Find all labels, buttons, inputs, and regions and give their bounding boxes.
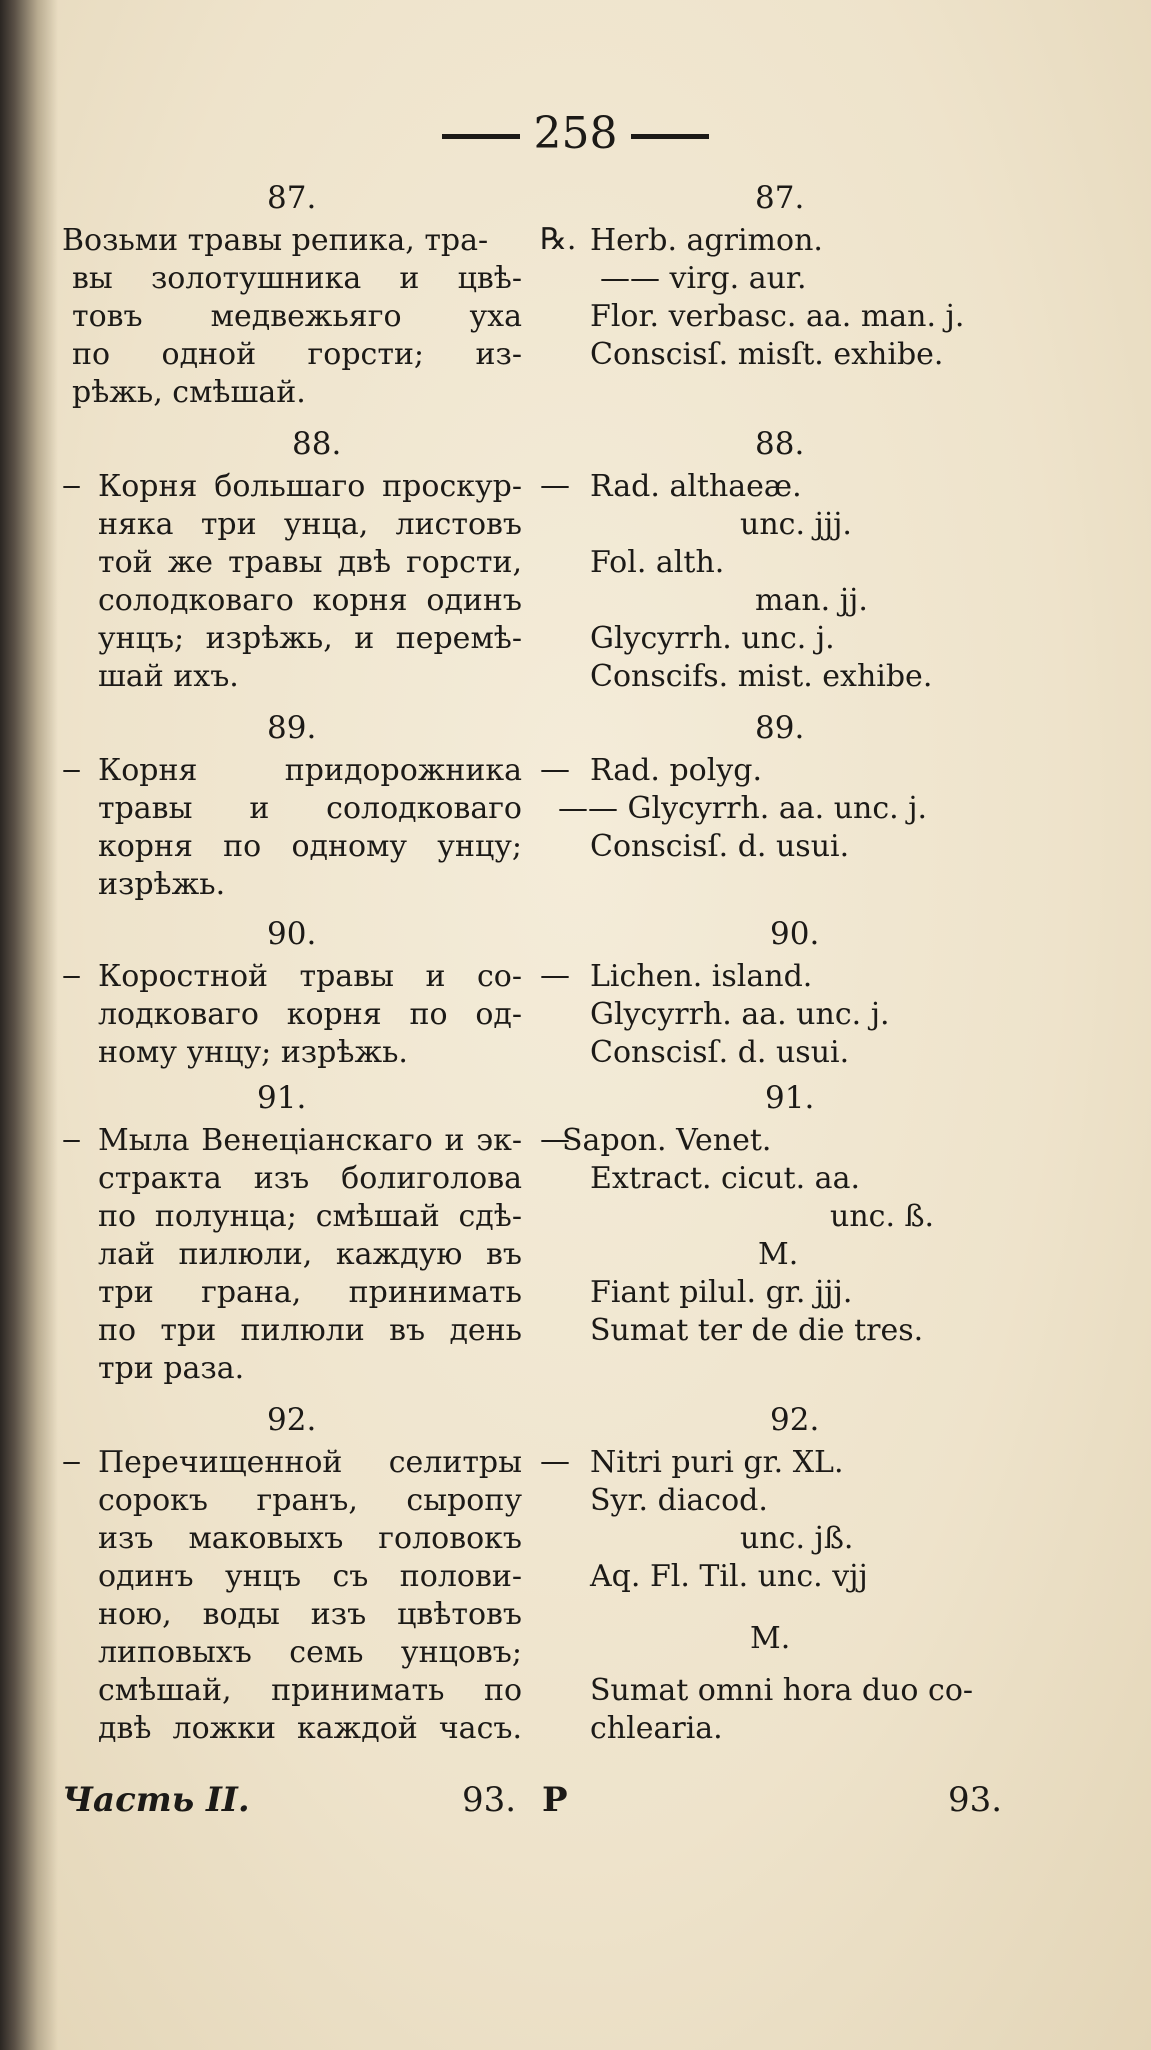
text-line: унцъ; изрѣжь, и перемѣ- [98, 621, 522, 656]
text-line: няка три унца, листовъ [98, 507, 522, 542]
text-line: товъ медвежьяго уха [72, 299, 522, 334]
text-line: изрѣжь. [98, 867, 226, 902]
text-line: ному унцу; изрѣжь. [98, 1035, 408, 1070]
text-line: по одной горсти; из- [72, 337, 522, 372]
text-line: Rad. polyg. [590, 753, 762, 788]
text-line: Sapon. Venet. [562, 1123, 772, 1158]
text-line: Nitri puri gr. XL. [590, 1445, 844, 1480]
text-line: корня по одному унцу; [98, 829, 522, 864]
text-line: Sumat omni hora duo co- [590, 1673, 974, 1708]
text-line: три грана, принимать [98, 1275, 522, 1310]
recipe-number: 91. [765, 1080, 815, 1116]
footer-catchword-latin: 93. [948, 1780, 1003, 1820]
text-line: одинъ унцъ съ полови- [98, 1559, 522, 1594]
bullet-mark: ‒ [62, 958, 82, 993]
bullet-mark: — [540, 958, 570, 993]
recipe-number: 87. [267, 180, 317, 216]
text-line: травы и солодковаго [98, 791, 522, 826]
text-line: Extract. cicut. aa. [590, 1161, 860, 1196]
text-line: Herb. agrimon. [590, 223, 823, 258]
text-line: Корня большаго проскур- [98, 469, 522, 504]
recipe-number: 87. [755, 180, 805, 216]
text-line: unc. jß. [740, 1521, 854, 1556]
text-line: шай ихъ. [98, 659, 239, 694]
text-line: рѣжь, смѣшай. [72, 375, 306, 410]
text-line: Fiant pilul. gr. jjj. [590, 1275, 853, 1310]
bullet-mark: — [540, 1122, 570, 1157]
text-line: Glycyrrh. aa. unc. j. [590, 997, 890, 1032]
text-line: —— virg. aur. [600, 261, 807, 296]
text-line: chlearia. [590, 1711, 723, 1746]
text-line: man. jj. [755, 583, 868, 618]
text-line: Корня придорожника [98, 753, 522, 788]
text-line: Fol. alth. [590, 545, 725, 580]
text-line: Rad. althaeæ. [590, 469, 802, 504]
text-line: unc. ß. [830, 1199, 935, 1234]
recipe-number: 88. [755, 426, 805, 462]
recipe-number: 90. [267, 916, 317, 952]
recipe-number: 88. [292, 426, 342, 462]
book-spine-shadow [0, 0, 58, 2050]
page-header [0, 108, 1151, 159]
text-line: Мыла Венеціанскаго и эк- [98, 1123, 522, 1158]
footer-signature-mark: P [542, 1780, 568, 1820]
recipe-number: 92. [770, 1402, 820, 1438]
text-line: той же травы двѣ горсти, [98, 545, 522, 580]
recipe-number: 91. [257, 1080, 307, 1116]
text-line: изъ маковыхъ головокъ [98, 1521, 522, 1556]
text-line: стракта изъ болиголова [98, 1161, 522, 1196]
text-line: лодковаго корня по од- [98, 997, 522, 1032]
text-line: лай пилюли, каждую въ [98, 1237, 522, 1272]
text-line: двѣ ложки каждой часъ. [98, 1711, 522, 1746]
text-line: Lichen. island. [590, 959, 813, 994]
recipe-number: 92. [267, 1402, 317, 1438]
recipe-symbol: ℞. [540, 222, 577, 257]
text-line: M. [758, 1237, 799, 1272]
text-line: по полунца; смѣшай сдѣ- [98, 1199, 522, 1234]
text-line: Conscisſ. d. usui. [590, 1035, 850, 1070]
text-line: три раза. [98, 1351, 245, 1386]
bullet-mark: — [540, 468, 570, 503]
header-dash-right [631, 134, 709, 139]
page-number: 258 [533, 108, 618, 159]
bullet-mark: ‒ [62, 468, 82, 503]
recipe-number: 90. [770, 916, 820, 952]
text-line: M. [750, 1621, 791, 1656]
header-dash-left [442, 134, 520, 139]
text-line: липовыхъ семь унцовъ; [98, 1635, 522, 1670]
text-line: Aq. Fl. Til. unc. vjj [590, 1559, 868, 1594]
bullet-mark: — [540, 752, 570, 787]
text-line: Glycyrrh. unc. j. [590, 621, 835, 656]
text-line: по три пилюли въ день [98, 1313, 522, 1348]
text-line: Syr. diacod. [590, 1483, 768, 1518]
bullet-mark: — [540, 1444, 570, 1479]
text-line: ною, воды изъ цвѣтовъ [98, 1597, 522, 1632]
text-line: солодковаго корня одинъ [98, 583, 522, 618]
text-line: смѣшай, принимать по [98, 1673, 522, 1708]
text-line: unc. jjj. [740, 507, 852, 542]
recipe-number: 89. [267, 710, 317, 746]
text-line: Flor. verbasc. aa. man. j. [590, 299, 965, 334]
text-line: Conscisſ. misſt. exhibe. [590, 337, 944, 372]
bullet-mark: ‒ [62, 752, 82, 787]
text-line: сорокъ гранъ, сыропу [98, 1483, 522, 1518]
text-line: вы золотушника и цвѣ- [72, 261, 522, 296]
text-line: Sumat ter de die tres. [590, 1313, 924, 1348]
text-line: Возьми травы репика, тра- [62, 223, 489, 258]
text-line: Перечищенной селитры [98, 1445, 522, 1480]
footer-part-label: Часть II. [62, 1780, 250, 1820]
text-line: Коростной травы и со- [98, 959, 522, 994]
text-line: Conscisſ. d. usui. [590, 829, 850, 864]
bullet-mark: ‒ [62, 1122, 82, 1157]
footer-catchword-russian: 93. [462, 1780, 517, 1820]
bullet-mark: ‒ [62, 1444, 82, 1479]
text-line: Conscifs. mist. exhibe. [590, 659, 933, 694]
recipe-number: 89. [755, 710, 805, 746]
text-line: —— Glycyrrh. aa. unc. j. [558, 791, 928, 826]
